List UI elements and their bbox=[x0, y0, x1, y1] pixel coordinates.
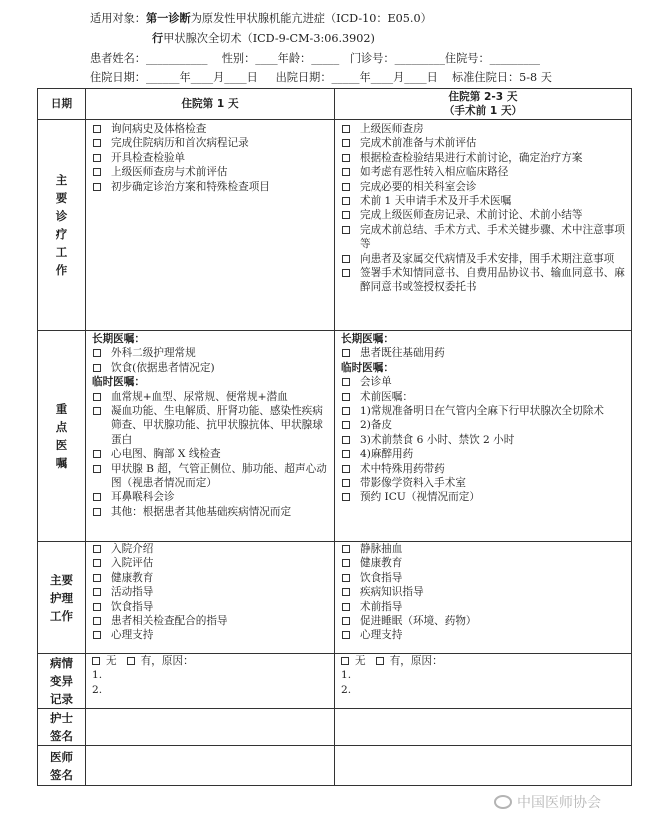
orders-row-label bbox=[38, 331, 86, 542]
order-item[interactable]: 耳鼻喉科会诊 bbox=[86, 490, 334, 504]
nursing-item[interactable]: 患者相关检查配合的指导 bbox=[86, 614, 334, 628]
order-item[interactable]: 2)备皮 bbox=[335, 418, 631, 432]
nursing-row bbox=[38, 542, 632, 654]
nurse-sign-day23-field[interactable] bbox=[335, 709, 632, 746]
date-header: 日期 bbox=[38, 89, 86, 120]
day23-subtitle: （手术前 1 天） bbox=[443, 105, 523, 117]
variance-row-label bbox=[38, 654, 86, 709]
diagnosis-row-label bbox=[38, 120, 86, 331]
day23-title: 住院第 2-3 天 bbox=[448, 91, 518, 103]
diagnosis-day1-cell bbox=[86, 120, 335, 331]
order-item[interactable]: 心电图、胸部 X 线检查 bbox=[86, 447, 334, 461]
nursing-item[interactable]: 术前指导 bbox=[335, 600, 631, 614]
nursing-item[interactable]: 入院评估 bbox=[86, 556, 334, 570]
nursing-item[interactable]: 促进睡眠（环境、药物） bbox=[335, 614, 631, 628]
row-label-line: 医师 bbox=[50, 749, 73, 764]
table-header-row bbox=[38, 89, 632, 120]
day23-header bbox=[335, 89, 632, 120]
checklist-item[interactable]: 签署手术知情同意书、自费用品协议书、输血同意书、麻醉同意书或签授权委托书 bbox=[335, 266, 631, 295]
nursing-item[interactable]: 饮食指导 bbox=[335, 571, 631, 585]
applicable-label: 适用对象： bbox=[90, 12, 146, 25]
checklist-item[interactable]: 完成住院病历和首次病程记录 bbox=[86, 136, 334, 150]
order-item[interactable]: 1)常规准备明日在气管内全麻下行甲状腺次全切除术 bbox=[335, 404, 631, 418]
variance-day1-line1: 1. bbox=[92, 669, 103, 682]
no-variance-checkbox[interactable] bbox=[92, 657, 100, 665]
day1-header: 住院第 1 天 bbox=[86, 89, 335, 120]
row-label-char: 作 bbox=[55, 263, 68, 277]
checklist-item[interactable]: 根据检查检验结果进行术前讨论，确定治疗方案 bbox=[335, 151, 631, 165]
has-variance-label: 有，原因： bbox=[140, 655, 194, 667]
checklist-item[interactable]: 术前 1 天申请手术及开手术医嘱 bbox=[335, 194, 631, 208]
row-label-line: 病情 bbox=[50, 656, 73, 670]
checklist-item[interactable]: 完成术前准备与术前评估 bbox=[335, 136, 631, 150]
nursing-item[interactable]: 静脉抽血 bbox=[335, 542, 631, 556]
row-label-char: 嘱 bbox=[55, 456, 68, 470]
checklist-item[interactable]: 上级医师查房 bbox=[335, 122, 631, 136]
variance-day1-cell bbox=[86, 654, 335, 709]
has-variance-checkbox[interactable] bbox=[376, 657, 384, 665]
variance-day1-line2: 2. bbox=[92, 683, 103, 696]
variance-day1-options bbox=[86, 654, 194, 668]
row-label-line: 护士 bbox=[50, 711, 73, 725]
row-label-line: 工作 bbox=[50, 608, 73, 623]
order-item[interactable]: 饮食(依据患者情况定) bbox=[86, 361, 334, 375]
diagnosis-day23-cell bbox=[335, 120, 632, 331]
watermark-text: 中国医师协会 bbox=[517, 795, 601, 811]
row-label-char: 主 bbox=[55, 173, 68, 187]
order-item[interactable]: 带影像学资料入手术室 bbox=[335, 476, 631, 490]
admission-info-line: 住院日期：______年____月____日 出院日期：_____年____月____日 标准住院日：5-8 天 bbox=[90, 71, 552, 84]
doctor-sign-day1-field[interactable] bbox=[86, 746, 335, 786]
orders-row bbox=[38, 331, 632, 542]
no-variance-label: 无 bbox=[355, 655, 366, 667]
variance-day23-line1: 1. bbox=[341, 669, 352, 682]
nursing-day23-cell bbox=[335, 542, 632, 654]
no-variance-checkbox[interactable] bbox=[341, 657, 349, 665]
variance-day23-line2: 2. bbox=[341, 683, 352, 696]
checklist-item[interactable]: 完成术前总结、手术方式、手术关键步骤、术中注意事项等 bbox=[335, 223, 631, 252]
first-diagnosis-label: 第一诊断 bbox=[145, 12, 191, 25]
row-label-line: 主要 bbox=[50, 572, 73, 587]
nurse-sign-label bbox=[38, 709, 86, 746]
row-label-line: 变异 bbox=[50, 674, 73, 688]
order-item[interactable]: 患者既往基础用药 bbox=[335, 346, 631, 360]
has-variance-label: 有，原因： bbox=[389, 655, 443, 667]
nursing-item[interactable]: 健康教育 bbox=[335, 556, 631, 570]
no-variance-label: 无 bbox=[106, 655, 117, 667]
row-label-char: 诊 bbox=[55, 209, 68, 223]
clinical-pathway-table bbox=[37, 88, 632, 786]
order-item[interactable]: 凝血功能、生电解质、肝肾功能、感染性疾病筛查、甲状腺功能、抗甲状腺抗体、甲状腺球蛋白 bbox=[86, 404, 334, 447]
nursing-item[interactable]: 健康教育 bbox=[86, 571, 334, 585]
doctor-sign-row bbox=[38, 746, 632, 786]
row-label-line: 记录 bbox=[50, 692, 73, 706]
has-variance-checkbox[interactable] bbox=[127, 657, 135, 665]
order-item[interactable]: 3)术前禁食 6 小时、禁饮 2 小时 bbox=[335, 433, 631, 447]
orders-day1-cell bbox=[86, 331, 335, 542]
nursing-day1-cell bbox=[86, 542, 335, 654]
procedure-text: 甲状腺次全切术（ICD-9-CM-3:06.3902) bbox=[163, 32, 375, 45]
checklist-item[interactable]: 完成必要的相关科室会诊 bbox=[335, 180, 631, 194]
procedure-prefix: 行 bbox=[152, 32, 164, 45]
section-title: 临时医嘱： bbox=[92, 376, 145, 389]
nursing-item[interactable]: 心理支持 bbox=[335, 628, 631, 642]
section-title: 长期医嘱： bbox=[341, 333, 394, 345]
row-label-line: 签名 bbox=[50, 729, 73, 743]
doctor-sign-label bbox=[38, 746, 86, 786]
checklist-item[interactable]: 完成上级医师查房记录、术前讨论、术前小结等 bbox=[335, 208, 631, 222]
row-label-char: 重 bbox=[55, 402, 68, 416]
order-item[interactable]: 甲状腺 B 超，气管正侧位、肺功能、超声心动图（视患者情况而定） bbox=[86, 462, 334, 491]
nursing-item[interactable]: 心理支持 bbox=[86, 628, 334, 642]
doctor-sign-day23-field[interactable] bbox=[335, 746, 632, 786]
header-line-2 bbox=[152, 32, 375, 46]
checklist-item[interactable]: 上级医师查房与术前评估 bbox=[86, 165, 334, 179]
nursing-item[interactable]: 饮食指导 bbox=[86, 600, 334, 614]
order-item[interactable]: 术前医嘱： bbox=[335, 390, 631, 404]
row-label-char: 点 bbox=[55, 420, 68, 434]
row-label-line: 签名 bbox=[50, 767, 73, 782]
checklist-item[interactable]: 开具检查检验单 bbox=[86, 151, 334, 165]
row-label-line: 护理 bbox=[50, 590, 73, 605]
order-item[interactable]: 其他：根据患者其他基础疾病情况而定 bbox=[86, 505, 334, 519]
row-label-char: 医 bbox=[55, 438, 68, 452]
checklist-item[interactable]: 初步确定诊治方案和特殊检查项目 bbox=[86, 180, 334, 194]
variance-day23-cell bbox=[335, 654, 632, 709]
nurse-sign-row bbox=[38, 709, 632, 746]
row-label-char: 疗 bbox=[55, 227, 68, 241]
patient-info-line: 患者姓名：___________ 性别：____年龄：_____ 门诊号：_________住院号：_________ bbox=[90, 52, 541, 65]
diagnosis-text: 为原发性甲状腺机能亢进症（ICD-10：E05.0） bbox=[190, 12, 432, 25]
nurse-sign-day1-field[interactable] bbox=[86, 709, 335, 746]
nursing-item[interactable]: 活动指导 bbox=[86, 585, 334, 599]
wechat-logo-icon bbox=[494, 795, 512, 809]
order-item[interactable]: 4)麻醉用药 bbox=[335, 447, 631, 461]
order-item[interactable]: 预约 ICU（视情况而定） bbox=[335, 490, 631, 504]
row-label-char: 工 bbox=[55, 245, 68, 259]
nursing-item[interactable]: 入院介绍 bbox=[86, 542, 334, 556]
diagnosis-row bbox=[38, 120, 632, 331]
header-line-1 bbox=[90, 12, 432, 26]
watermark bbox=[494, 792, 601, 812]
section-title: 临时医嘱： bbox=[341, 361, 394, 374]
orders-day23-cell bbox=[335, 331, 632, 542]
variance-row bbox=[38, 654, 632, 709]
order-item[interactable]: 会诊单 bbox=[335, 375, 631, 389]
variance-day23-options bbox=[335, 654, 443, 668]
nursing-row-label bbox=[38, 542, 86, 654]
nursing-item[interactable]: 疾病知识指导 bbox=[335, 585, 631, 599]
section-title: 长期医嘱： bbox=[92, 333, 145, 345]
order-item[interactable]: 血常规+血型、尿常规、便常规+潜血 bbox=[86, 390, 334, 404]
checklist-item[interactable]: 询问病史及体格检查 bbox=[86, 122, 334, 136]
order-item[interactable]: 外科二级护理常规 bbox=[86, 346, 334, 360]
row-label-char: 要 bbox=[55, 191, 68, 205]
checklist-item[interactable]: 如考虑有恶性转入相应临床路径 bbox=[335, 165, 631, 179]
order-item[interactable]: 术中特殊用药带药 bbox=[335, 462, 631, 476]
checklist-item[interactable]: 向患者及家属交代病情及手术安排，围手术期注意事项 bbox=[335, 252, 631, 266]
